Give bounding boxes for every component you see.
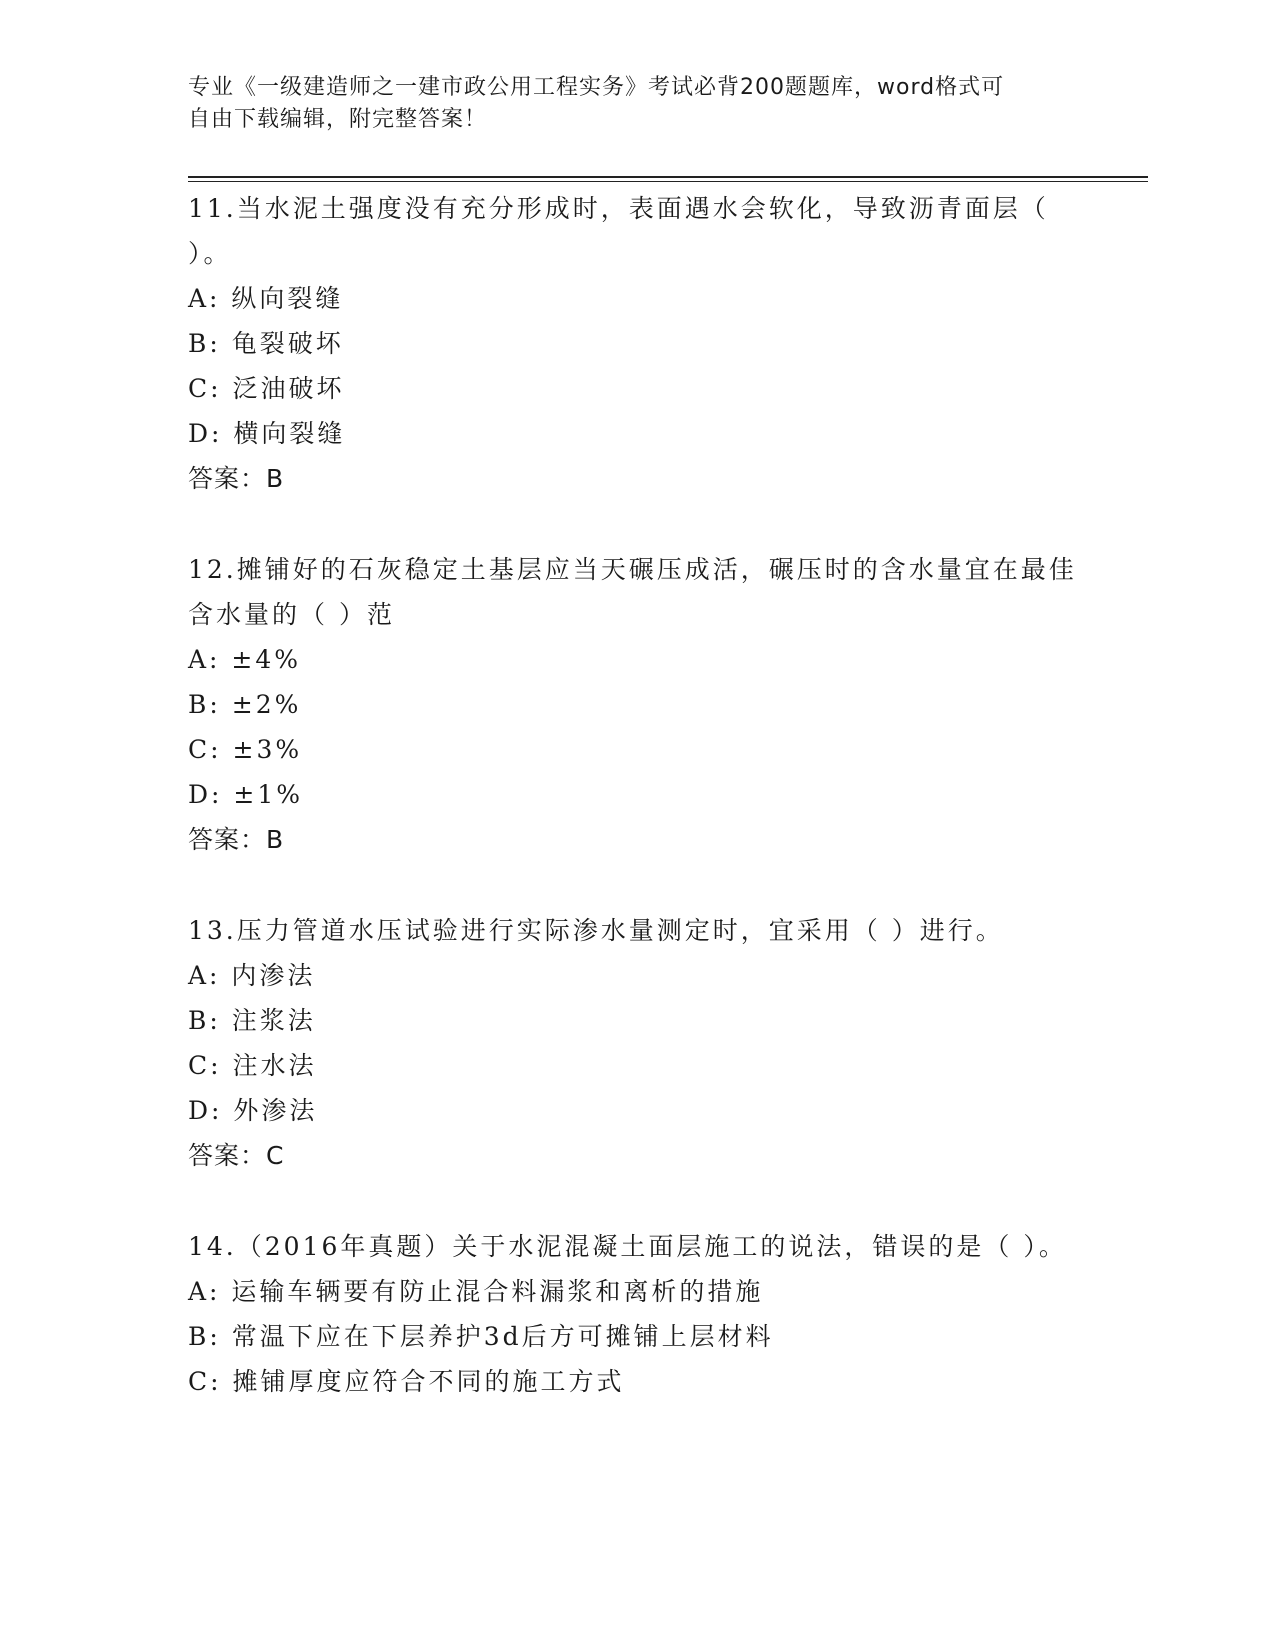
question-11 <box>188 186 1088 501</box>
option-b: B: ±2% <box>188 690 302 719</box>
question-stem: 14.（2016年真题）关于水泥混凝土面层施工的说法，错误的是（ ）。 <box>188 1232 1067 1261</box>
option-a: A: 纵向裂缝 <box>188 284 344 313</box>
question-stem: 13.压力管道水压试验进行实际渗水量测定时，宜采用（ ）进行。 <box>188 916 1004 945</box>
question-list <box>188 186 1088 1450</box>
answer-line: 答案：C <box>188 1141 285 1170</box>
answer-line: 答案：B <box>188 464 285 493</box>
option-a: A: 运输车辆要有防止混合料漏浆和离析的措施 <box>188 1277 764 1306</box>
option-b: B: 常温下应在下层养护3d后方可摊铺上层材料 <box>188 1322 774 1351</box>
question-stem: 12.摊铺好的石灰稳定土基层应当天碾压成活，碾压时的含水量宜在最佳含水量的（ ）范 <box>188 555 1077 629</box>
header-divider-thin <box>188 181 1148 182</box>
option-d: D: 外渗法 <box>188 1096 318 1125</box>
question-stem: 11.当水泥土强度没有充分形成时，表面遇水会软化，导致沥青面层（ ）。 <box>188 194 1049 268</box>
option-a: A: ±4% <box>188 645 302 674</box>
option-c: C: ±3% <box>188 735 303 764</box>
option-c: C: 摊铺厚度应符合不同的施工方式 <box>188 1367 625 1396</box>
option-c: C: 泛油破坏 <box>188 374 345 403</box>
header-line-2: 自由下载编辑，附完整答案！ <box>188 107 488 132</box>
header-line-1: 专业《一级建造师之一建市政公用工程实务》考试必背200题题库，word格式可 <box>188 75 1005 100</box>
option-d: D: ±1% <box>188 780 304 809</box>
option-c: C: 注水法 <box>188 1051 317 1080</box>
option-a: A: 内渗法 <box>188 961 316 990</box>
option-b: B: 注浆法 <box>188 1006 316 1035</box>
option-d: D: 横向裂缝 <box>188 419 346 448</box>
header-divider-thick <box>188 176 1148 178</box>
answer-line: 答案：B <box>188 825 285 854</box>
question-12 <box>188 547 1088 862</box>
question-14 <box>188 1224 1088 1404</box>
option-b: B: 龟裂破坏 <box>188 329 344 358</box>
question-13 <box>188 908 1088 1178</box>
document-header <box>188 72 1088 136</box>
